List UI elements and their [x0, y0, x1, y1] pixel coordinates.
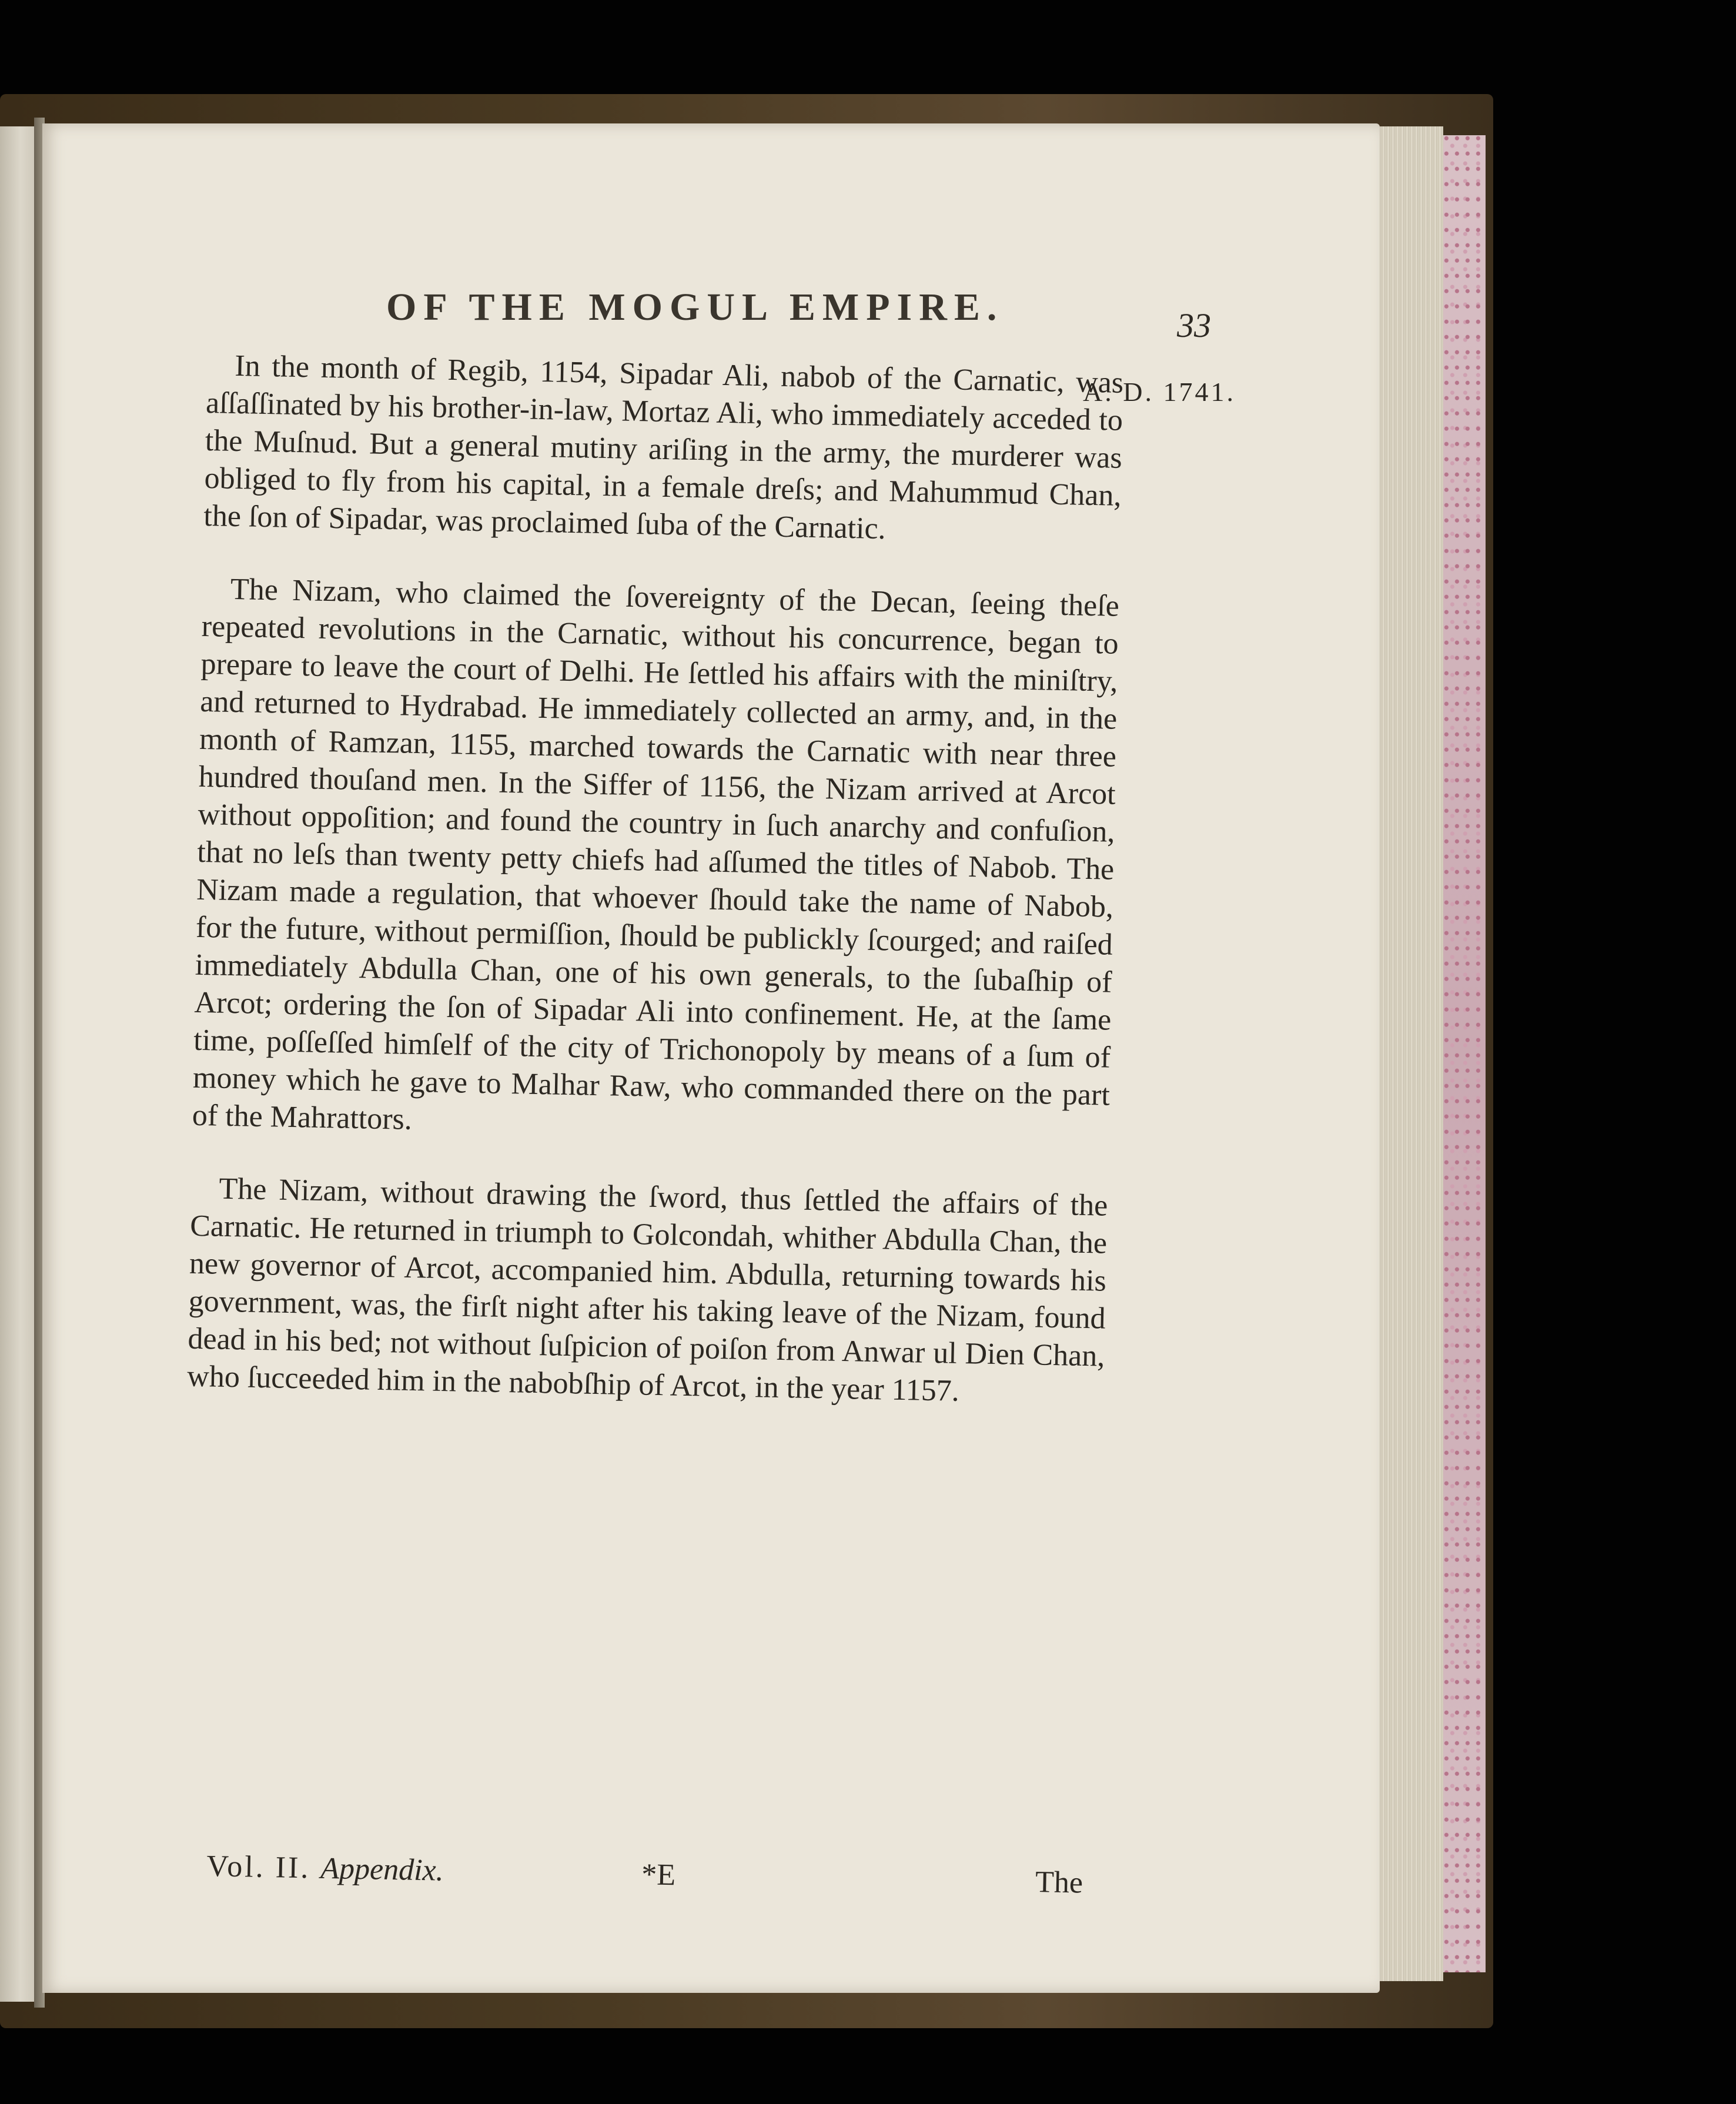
running-head: OF THE MOGUL EMPIRE.: [386, 286, 1004, 329]
signature-mark: *E: [641, 1858, 676, 1892]
paragraph: The Nizam, without drawing the ſword, thus ſettled the affairs of the Carnatic. He returned in triumph to Golcondah, whither Abdulla Chan, the new governor of Arcot, accompanied him. Abdulla, returning towards his government, was, the firſt night after his taking leave of the Nizam, found dead in his bed; not without ſuſpicion of poiſon from Anwar ul Dien Chan, who ſucceeded him in the nabobſhip of Arcot, in the year 1157.: [186, 1172, 1108, 1408]
book-page: [42, 123, 1380, 1993]
body-text: [186, 347, 1124, 1449]
marginal-date-note: A. D. 1741.: [1083, 377, 1236, 407]
volume-number: Vol. II.: [206, 1849, 311, 1885]
paragraph: The Nizam, who claimed the ſovereignty of the Decan, ſeeing theſe repeated revolutions in the Carnatic, without his concurrence, began to prepare to leave the court of Delhi. He ſettled his affairs with the miniſtry, and returned to Hydrabad. He immediately collected an army, and, in the month of Ramzan, 1155, marched towards the Carnatic with near three hundred thouſand men. In the Siffer of 1156, the Nizam arrived at Arcot without oppoſition; and found the country in ſuch anarchy and confuſion, that no leſs than twenty petty chiefs had aſſumed the titles of Nabob. The Nizam made a regulation, that whoever ſhould take the name of Nabob, for the future, without permiſſion, ſhould be publickly ſcourged; and raiſed immediately Abdulla Chan, one of his own generals, to the ſubaſhip of Arcot; ordering the ſon of Sipadar Ali into confinement. He, at the ſame time, poſſeſſed himſelf of the city of Trichonopoly by means of a ſum of money which he gave to Malhar Raw, who commanded there on the part of the Mahrattors.: [192, 572, 1120, 1136]
page-footer: [206, 1849, 1124, 1900]
paragraph: In the month of Regib, 1154, Sipadar Ali, nabob of the Carnatic, was aſſaſſinated by his brother-in-law, Mortaz Ali, who immediately acceded to the Muſnud. But a general mutiny ariſing in the army, the murderer was obliged to fly from his capital, in a female dreſs; and Mahummud Chan, the ſon of Sipadar, was proclaimed ſuba of the Carnatic.: [203, 349, 1124, 546]
page-block-edges: [1376, 126, 1443, 1981]
catchword: The: [1035, 1865, 1083, 1900]
page-number: 33: [1177, 306, 1211, 344]
volume-label: [206, 1849, 444, 1888]
facing-page-edge: [0, 126, 34, 2002]
marbled-fore-edge: [1443, 135, 1486, 1972]
section-label: Appendix.: [320, 1851, 444, 1888]
